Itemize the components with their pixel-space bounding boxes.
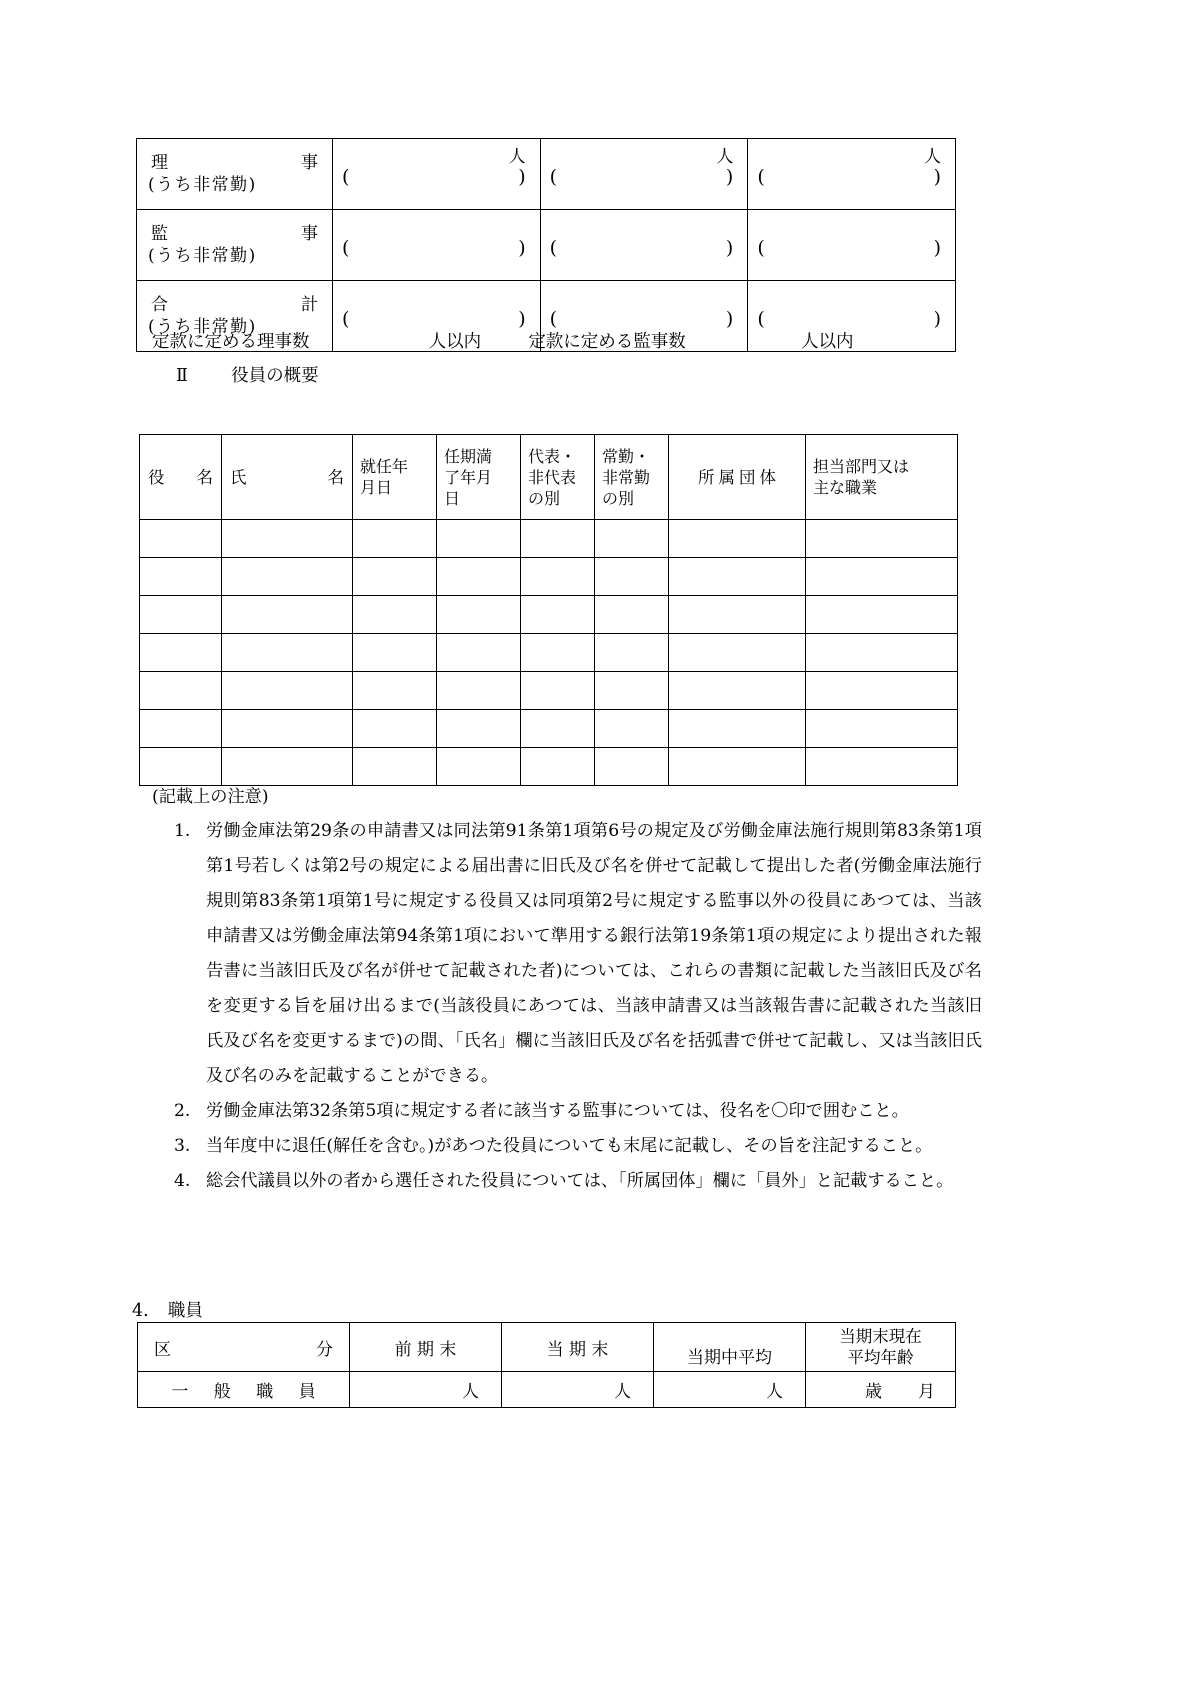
officers-table-body [140, 520, 958, 786]
table-row [140, 520, 958, 558]
officer-entry-cell[interactable] [437, 748, 521, 786]
column-header-affiliated-organization [669, 435, 806, 520]
paren-close: ) [725, 166, 734, 188]
officer-entry-cell[interactable] [521, 710, 595, 748]
officer-entry-cell[interactable] [521, 596, 595, 634]
officer-count-table [136, 138, 956, 352]
officer-entry-cell[interactable] [595, 710, 669, 748]
officer-entry-cell[interactable] [669, 672, 806, 710]
note-item [174, 1094, 982, 1129]
paren-open: ( [549, 237, 558, 259]
unit-year: 歳 [865, 1382, 882, 1402]
officer-entry-cell[interactable] [595, 520, 669, 558]
officer-entry-cell[interactable] [222, 520, 353, 558]
officer-entry-cell[interactable] [437, 710, 521, 748]
header-row [140, 435, 958, 520]
teikan-kanji-value: 人以内 [800, 332, 854, 352]
ninki-line2: 了年月 [444, 467, 493, 487]
notes-section [152, 782, 982, 1199]
unit-person: 人 [614, 1382, 631, 1402]
unit-person: 人 [766, 1382, 783, 1402]
staff-table-body [138, 1323, 956, 1408]
officer-entry-cell[interactable] [595, 558, 669, 596]
officer-entry-cell[interactable] [140, 672, 222, 710]
kubun-right: 分 [316, 1339, 333, 1360]
staff-cell-average-age[interactable] [806, 1372, 956, 1408]
officer-entry-cell[interactable] [595, 748, 669, 786]
paren-open: ( [549, 308, 558, 330]
staff-cell-average[interactable] [654, 1372, 806, 1408]
teikan-riji-label: 定款に定める理事数 [152, 332, 310, 352]
paren-open: ( [757, 237, 765, 259]
teikan-riji-value: 人以内 [428, 332, 482, 352]
column-header-department-or-occupation [806, 435, 958, 520]
kanji-label-left: 監 [151, 224, 168, 244]
officer-entry-cell[interactable] [806, 710, 958, 748]
paren-open: ( [342, 237, 350, 259]
officer-entry-cell[interactable] [353, 634, 437, 672]
kanji-label-right: 事 [301, 224, 318, 244]
officer-entry-cell[interactable] [222, 634, 353, 672]
table-row [140, 710, 958, 748]
officer-entry-cell[interactable] [222, 596, 353, 634]
officer-entry-cell[interactable] [806, 672, 958, 710]
row-label-general-staff [138, 1372, 350, 1408]
paren-open: ( [757, 308, 765, 330]
officer-entry-cell[interactable] [595, 634, 669, 672]
officer-entry-cell[interactable] [521, 520, 595, 558]
officer-entry-cell[interactable] [353, 520, 437, 558]
yakumei-left: 役 [148, 467, 165, 487]
riji-cell-2[interactable] [540, 139, 748, 210]
column-header-current-term-average [654, 1323, 806, 1372]
officer-entry-cell[interactable] [140, 596, 222, 634]
riji-label [147, 152, 324, 174]
heikin-label: 当期中平均 [687, 1348, 772, 1368]
section-2-title: 役員の概要 [231, 366, 319, 386]
column-header-shimei [222, 435, 353, 520]
column-header-current-term-end [502, 1323, 654, 1372]
officer-entry-cell[interactable] [353, 558, 437, 596]
note-text: 総会代議員以外の者から選任された役員については、「所属団体」欄に「員外」と記載すること。 [206, 1171, 954, 1191]
nenrei-line1: 当期末現在 [839, 1327, 922, 1346]
column-header-term-end-date [437, 435, 521, 520]
officer-entry-cell[interactable] [521, 748, 595, 786]
table-row [137, 139, 956, 210]
daihyo-line3: の別 [528, 488, 561, 508]
kanji-cell-3[interactable] [748, 210, 956, 281]
column-header-yakumei [140, 435, 222, 520]
daihyo-line2: 非代表 [528, 467, 577, 487]
riji-cell-3[interactable] [748, 139, 956, 210]
table-row [140, 596, 958, 634]
officer-entry-cell[interactable] [437, 672, 521, 710]
note-number: 2. [174, 1101, 191, 1121]
section-2-numeral: Ⅱ [176, 366, 188, 386]
officer-entry-cell[interactable] [806, 748, 958, 786]
note-number: 3. [174, 1136, 191, 1156]
kanji-cell-1[interactable] [333, 210, 541, 281]
officer-count-body [137, 139, 956, 352]
row-label-riji [137, 139, 333, 210]
note-item [174, 1164, 982, 1199]
paren-close: ) [518, 308, 526, 330]
column-header-prev-term-end [350, 1323, 502, 1372]
officer-entry-cell[interactable] [595, 596, 669, 634]
joukin-line3: の別 [602, 488, 635, 508]
staff-cell-prev-term[interactable] [350, 1372, 502, 1408]
note-item [174, 814, 982, 1094]
kanji-sublabel: (うち非常勤) [148, 246, 257, 266]
note-text: 労働金庫法第32条第5項に規定する者に該当する監事については、役名を〇印で囲むこと。 [206, 1101, 909, 1121]
unit-person: 人 [508, 147, 526, 167]
officer-entry-cell[interactable] [806, 558, 958, 596]
nenrei-line2: 平均年齢 [847, 1348, 914, 1367]
ninki-line1: 任期満 [444, 446, 493, 466]
joukin-line1: 常勤・ [602, 446, 651, 466]
kanji-cell-2[interactable] [540, 210, 748, 281]
shunin-line2: 月日 [360, 478, 393, 497]
shunin-line1: 就任年 [360, 457, 409, 476]
officers-table-header [140, 435, 958, 520]
note-item [174, 1129, 982, 1164]
officer-entry-cell[interactable] [353, 596, 437, 634]
tantou-line1: 担当部門又は [813, 457, 910, 476]
officer-entry-cell[interactable] [140, 748, 222, 786]
note-text: 当年度中に退任(解任を含む。)があつた役員についても末尾に記載し、その旨を注記すること。 [206, 1136, 933, 1156]
officer-entry-cell[interactable] [353, 672, 437, 710]
paren-close: ) [933, 237, 941, 259]
paren-close: ) [933, 166, 941, 188]
table-row [140, 672, 958, 710]
officer-entry-cell[interactable] [437, 520, 521, 558]
general-staff-label: 一 般 職 員 [171, 1382, 326, 1402]
officer-entry-cell[interactable] [222, 558, 353, 596]
officers-table [139, 434, 958, 786]
officer-entry-cell[interactable] [353, 748, 437, 786]
paren-close: ) [725, 308, 734, 330]
officer-entry-cell[interactable] [806, 520, 958, 558]
section-4-title: 職員 [167, 1301, 203, 1321]
officer-entry-cell[interactable] [140, 520, 222, 558]
staff-cell-current-term[interactable] [502, 1372, 654, 1408]
paren-close: ) [725, 237, 734, 259]
riji-cell-1[interactable] [333, 139, 541, 210]
paren-close: ) [933, 308, 941, 330]
goukei-label [147, 294, 324, 316]
paren-open: ( [757, 166, 765, 188]
officer-entry-cell[interactable] [437, 558, 521, 596]
table-row [137, 210, 956, 281]
riji-sublabel: (うち非常勤) [148, 175, 257, 195]
note-text: 労働金庫法第29条の申請書又は同法第91条第1項第6号の規定及び労働金庫法施行規則第83条第1項第1号若しくは第2号の規定による届出書に旧氏及び名を併せて記載して提出した者(労働金庫法施行規則第83条第1項第1号に規定する役員又は同項第2号に規定する監事以外の役員にあつては、当該申請書又は労働金庫法第94条第1項において準用する銀行法第19条第1項の規定により提出された報告書に当該旧氏及び名が併せて記載された者)については、これらの書類に記載した当該旧氏及び名を変更する旨を届け出るまで(当該役員にあつては、当該申請書又は当該報告書に記載された当該旧氏及び名を変更するまで)の間、「氏名」欄に当該旧氏及び名を括弧書で併せて記載し、又は当該旧氏及び名のみを記載することができる。 [206, 821, 982, 1086]
table-row [140, 634, 958, 672]
officer-entry-cell[interactable] [521, 558, 595, 596]
section-4-heading [132, 1297, 203, 1322]
paren-open: ( [342, 308, 350, 330]
officer-entry-cell[interactable] [437, 596, 521, 634]
ninki-line3: 日 [444, 488, 461, 508]
paren-close: ) [518, 166, 526, 188]
officer-entry-cell[interactable] [669, 558, 806, 596]
officer-entry-cell[interactable] [521, 672, 595, 710]
zenki-label: 前 期 末 [394, 1339, 457, 1360]
table-row [138, 1372, 956, 1408]
officer-entry-cell[interactable] [669, 634, 806, 672]
note-number: 4. [174, 1171, 191, 1191]
note-number: 1. [174, 821, 191, 841]
header-row [138, 1323, 956, 1372]
unit-person: 人 [924, 147, 941, 167]
officer-entry-cell[interactable] [222, 710, 353, 748]
goukei-sublabel: (うち非常勤) [148, 317, 257, 337]
section-2-heading [176, 362, 319, 387]
column-header-fulltime-type [595, 435, 669, 520]
officer-entry-cell[interactable] [595, 672, 669, 710]
articles-of-incorporation-line [152, 328, 853, 353]
notes-title: (記載上の注意) [152, 787, 269, 807]
officer-entry-cell[interactable] [521, 634, 595, 672]
unit-person: 人 [462, 1382, 479, 1402]
shimei-right: 名 [327, 467, 344, 487]
column-header-category [138, 1323, 350, 1372]
paren-close: ) [518, 237, 526, 259]
goukei-label-right: 計 [301, 295, 318, 315]
column-header-appointment-date [353, 435, 437, 520]
shimei-left: 氏 [230, 467, 247, 487]
notes-list [152, 814, 982, 1199]
table-row [140, 558, 958, 596]
kubun-left: 区 [154, 1339, 171, 1360]
officer-entry-cell[interactable] [222, 748, 353, 786]
riji-label-left: 理 [151, 153, 168, 173]
officer-entry-cell[interactable] [669, 596, 806, 634]
teikan-kanji-label: 定款に定める監事数 [528, 332, 686, 352]
row-label-kanji [137, 210, 333, 281]
yakumei-right: 名 [196, 467, 213, 487]
officer-entry-cell[interactable] [669, 710, 806, 748]
tantou-line2: 主な職業 [813, 478, 878, 497]
paren-open: ( [549, 166, 558, 188]
officer-entry-cell[interactable] [669, 520, 806, 558]
touki-label: 当 期 末 [546, 1339, 609, 1360]
kanji-label [147, 223, 324, 245]
officer-entry-cell[interactable] [669, 748, 806, 786]
staff-table [137, 1322, 956, 1408]
unit-person: 人 [716, 147, 734, 167]
officer-entry-cell[interactable] [806, 634, 958, 672]
paren-open: ( [342, 166, 350, 188]
shozoku-label: 所属団体 [698, 467, 780, 487]
unit-month: 月 [918, 1382, 935, 1402]
officer-entry-cell[interactable] [806, 596, 958, 634]
officer-entry-cell[interactable] [140, 710, 222, 748]
column-header-average-age [806, 1323, 956, 1372]
riji-label-right: 事 [301, 153, 318, 173]
goukei-label-left: 合 [151, 295, 168, 315]
section-4-number: 4. [132, 1301, 149, 1321]
officer-entry-cell[interactable] [140, 634, 222, 672]
officer-entry-cell[interactable] [222, 672, 353, 710]
table-row [140, 748, 958, 786]
column-header-representative-type [521, 435, 595, 520]
officer-entry-cell[interactable] [140, 558, 222, 596]
officer-entry-cell[interactable] [437, 634, 521, 672]
daihyo-line1: 代表・ [528, 446, 577, 466]
joukin-line2: 非常勤 [602, 467, 651, 487]
officer-entry-cell[interactable] [353, 710, 437, 748]
